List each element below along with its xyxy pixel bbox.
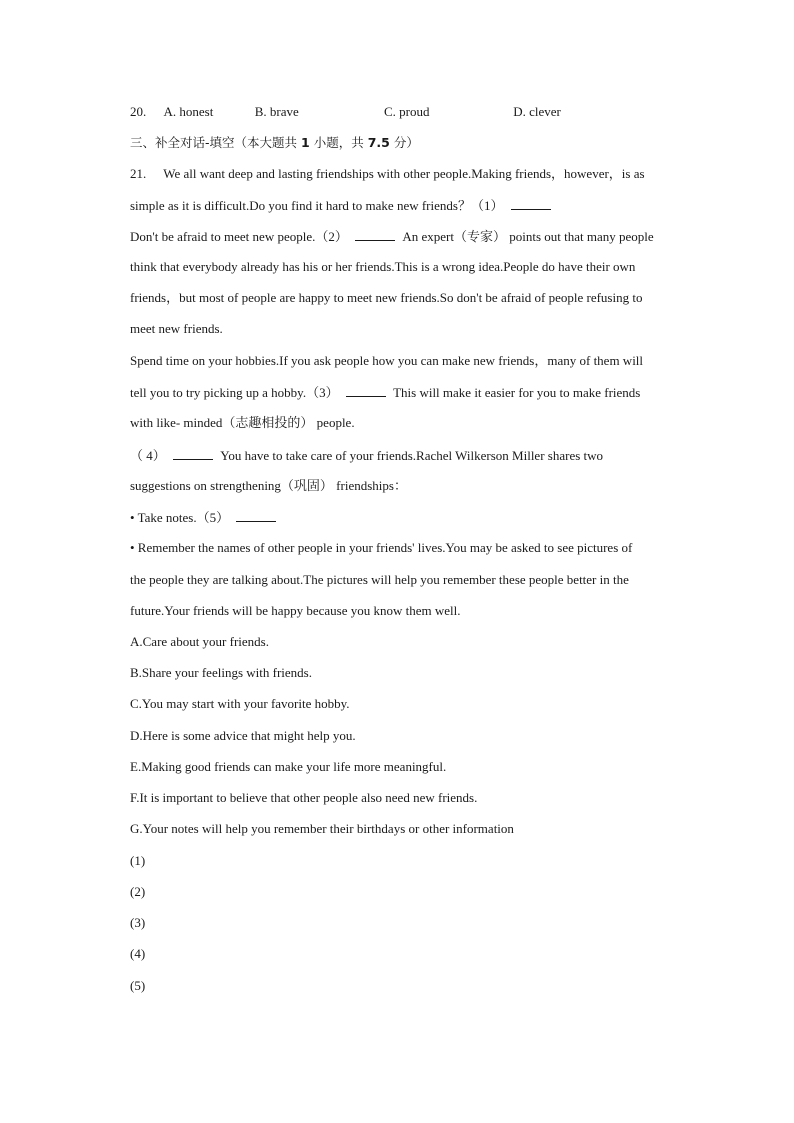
passage-line-1 <box>130 165 645 183</box>
section-prefix: 三、补全对话-填空（本大题共 <box>130 135 298 150</box>
choice-b: B.Share your feelings with friends. <box>130 665 312 680</box>
passage-text: simple as it is difficult.Do you find it hard to make new friends？（1） <box>130 198 504 213</box>
blank-3[interactable] <box>346 383 386 397</box>
passage-line-2 <box>130 196 555 215</box>
answer-slot-2[interactable]: (2) <box>130 884 146 899</box>
answer-slot-1[interactable]: (1) <box>130 853 146 868</box>
blank-1[interactable] <box>511 196 551 210</box>
passage-line-7 <box>130 352 643 370</box>
choice-g: G.Your notes will help you remember their birthdays or other information <box>130 821 514 836</box>
section-count: 1 <box>301 135 310 150</box>
choice-a: A.Care about your friends. <box>130 634 269 649</box>
passage-line-8 <box>130 383 640 402</box>
answer-slot-5[interactable]: (5) <box>130 978 146 993</box>
passage-text: future.Your friends will be happy because you know them well. <box>130 603 461 618</box>
answer-slot-4[interactable]: (4) <box>130 946 146 961</box>
question-20 <box>130 103 561 121</box>
passage-line-14 <box>130 571 629 589</box>
passage-line-13 <box>130 539 632 557</box>
passage-line-5 <box>130 289 642 307</box>
section-suffix: 分） <box>393 135 419 150</box>
passage-text: Spend time on your hobbies.If you ask people how you can make new friends，many of them will <box>130 353 644 368</box>
passage-line-12 <box>130 508 280 527</box>
passage-line-6 <box>130 320 223 338</box>
passage-text: tell you to try picking up a hobby.（3） <box>130 385 339 400</box>
section-score: 7.5 <box>367 135 390 150</box>
question-20-number: 20. <box>130 104 147 119</box>
blank-5[interactable] <box>236 508 276 522</box>
passage-line-4 <box>130 258 635 276</box>
option-d: D. clever <box>513 104 561 119</box>
passage-line-11 <box>130 477 407 495</box>
option-a: A. honest <box>163 104 214 119</box>
passage-line-10 <box>130 446 603 465</box>
passage-line-3 <box>130 227 654 246</box>
passage-line-9 <box>130 414 355 432</box>
choice-c: C.You may start with your favorite hobby. <box>130 696 350 711</box>
passage-text: the people they are talking about.The pictures will help you remember these people better in the <box>130 572 629 587</box>
passage-text: （ 4） <box>130 448 166 463</box>
blank-2[interactable] <box>355 227 395 241</box>
choice-e: E.Making good friends can make your life more meaningful. <box>130 759 447 774</box>
passage-text: • Take notes.（5） <box>130 510 230 525</box>
passage-text: think that everybody already has his or her friends.This is a wrong idea.People do have their own <box>130 259 636 274</box>
choice-d: D.Here is some advice that might help you. <box>130 728 356 743</box>
section-heading <box>130 134 419 152</box>
passage-text: You have to take care of your friends.Rachel Wilkerson Miller shares two <box>220 448 604 463</box>
option-c: C. proud <box>384 104 430 119</box>
option-b: B. brave <box>254 104 299 119</box>
passage-text: with like- minded（志趣相投的） people. <box>130 415 355 430</box>
answer-slot-3[interactable]: (3) <box>130 915 146 930</box>
section-mid: 小题，共 <box>313 135 364 150</box>
blank-4[interactable] <box>173 446 213 460</box>
passage-text: This will make it easier for you to make friends <box>393 385 641 400</box>
passage-text: friends，but most of people are happy to meet new friends.So don't be afraid of people refusing to <box>130 290 643 305</box>
passage-text: meet new friends. <box>130 321 223 336</box>
passage-text: suggestions on strengthening（巩固） friendships： <box>130 478 407 493</box>
passage-text: Don't be afraid to meet new people.（2） <box>130 229 348 244</box>
choice-f: F.It is important to believe that other people also need new friends. <box>130 790 478 805</box>
passage-line-15 <box>130 602 460 620</box>
passage-text: We all want deep and lasting friendships with other people.Making friends，however，is as <box>163 166 645 181</box>
passage-text: An expert（专家） points out that many people <box>402 229 654 244</box>
passage-text: • Remember the names of other people in your friends' lives.You may be asked to see pictures of <box>130 540 633 555</box>
question-21-number: 21. <box>130 166 147 181</box>
